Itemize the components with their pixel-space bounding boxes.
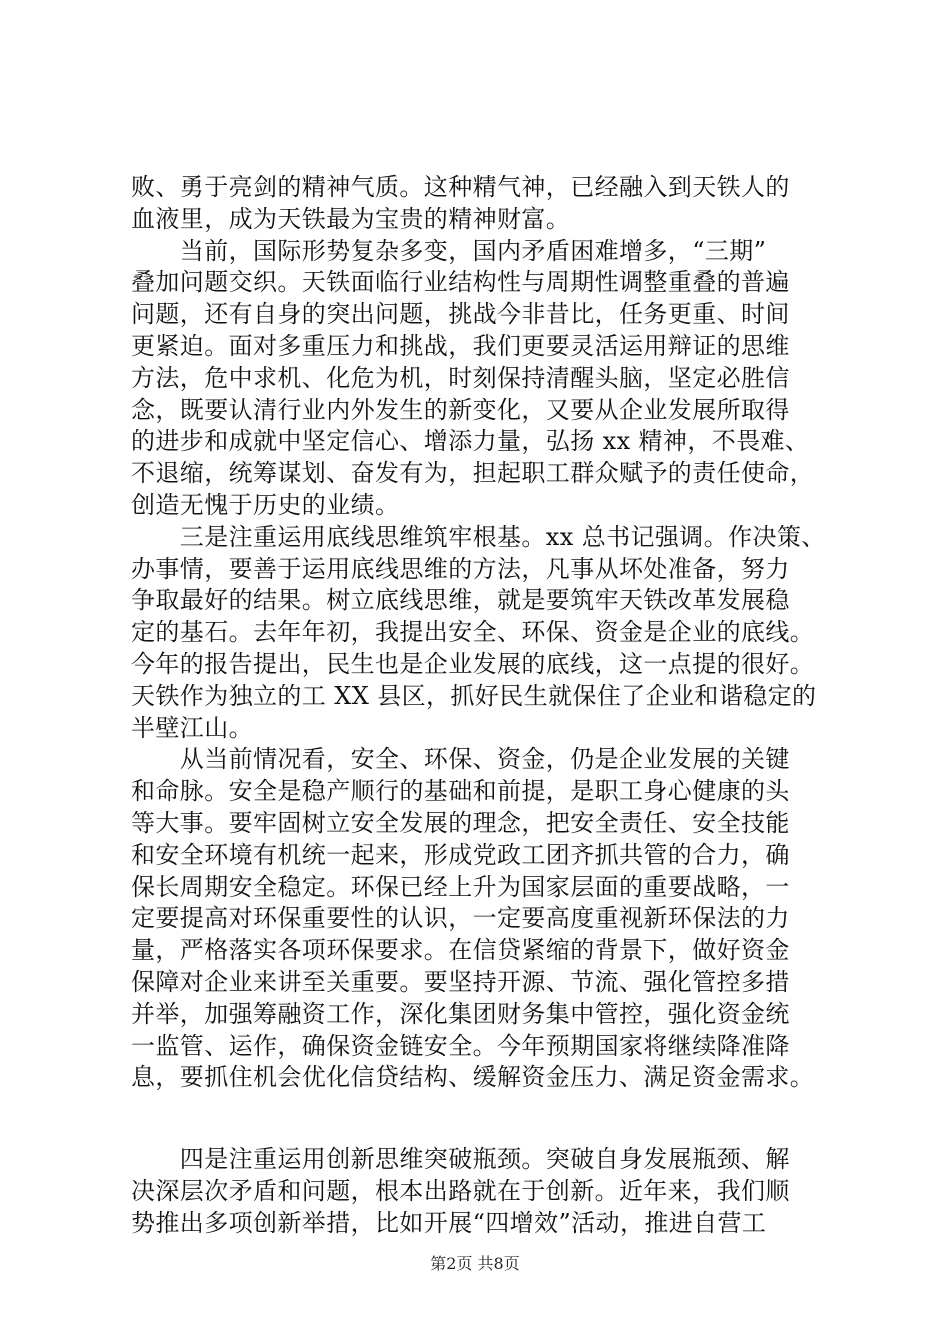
text-line: 息，要抓住机会优化信贷结构、缓解资金压力、满足资金需求。 [131, 1063, 815, 1092]
text-line: 问题，还有自身的突出问题，挑战今非昔比，任务更重、时间 [131, 300, 790, 329]
text-line: 方法，危中求机、化危为机，时刻保持清醒头脑，坚定必胜信 [131, 363, 790, 392]
document-body [131, 172, 843, 1240]
text-line: 等大事。要牢固树立安全发展的理念，把安全责任、安全技能 [131, 808, 790, 837]
text-line: 定要提高对环保重要性的认识，一定要高度重视新环保法的力 [131, 904, 790, 933]
paragraph-gap [131, 1094, 843, 1144]
text-block-1 [131, 172, 843, 1094]
text-line: 不退缩，统筹谋划、奋发有为，担起职工群众赋予的责任使命， [131, 459, 815, 488]
page-number-footer: 第2页 共8页 [430, 1254, 520, 1273]
text-line: 量，严格落实各项环保要求。在信贷紧缩的背景下，做好资金 [131, 936, 790, 965]
text-line: 更紧迫。面对多重压力和挑战，我们更要灵活运用辩证的思维 [131, 331, 790, 360]
text-line: 叠加问题交织。天铁面临行业结构性与周期性调整重叠的普遍 [131, 268, 790, 297]
text-line: 四是注重运用创新思维突破瓶颈。突破自身发展瓶颈、解 [131, 1145, 790, 1174]
text-line: 并举，加强筹融资工作，深化集团财务集中管控，强化资金统 [131, 999, 790, 1028]
text-line: 保障对企业来讲至关重要。要坚持开源、节流、强化管控多措 [131, 967, 790, 996]
text-line: 三是注重运用底线思维筑牢根基。xx 总书记强调。作决策、 [131, 522, 826, 551]
text-block-2 [131, 1144, 843, 1239]
text-line: 的进步和成就中坚定信心、增添力量，弘扬 xx 精神，不畏难、 [131, 427, 810, 456]
text-line: 决深层次矛盾和问题，根本出路就在于创新。近年来，我们顺 [131, 1176, 790, 1205]
text-line: 和安全环境有机统一起来，形成党政工团齐抓共管的合力，确 [131, 840, 790, 869]
text-line: 血液里，成为天铁最为宝贵的精神财富。 [131, 204, 571, 233]
text-line: 保长周期安全稳定。环保已经上升为国家层面的重要战略，一 [131, 872, 790, 901]
text-line: 当前，国际形势复杂多变，国内矛盾困难增多，“三期” [131, 236, 767, 265]
text-line: 创造无愧于历史的业绩。 [131, 490, 400, 519]
text-line: 从当前情况看，安全、环保、资金，仍是企业发展的关键 [131, 745, 790, 774]
text-line: 天铁作为独立的工 XX 县区，抓好民生就保住了企业和谐稳定的 [131, 681, 817, 710]
text-line: 败、勇于亮剑的精神气质。这种精气神，已经融入到天铁人的 [131, 173, 790, 201]
text-line: 今年的报告提出，民生也是企业发展的底线，这一点提的很好。 [131, 649, 815, 678]
text-line: 一监管、运作，确保资金链安全。今年预期国家将继续降准降 [131, 1031, 790, 1060]
text-line: 定的基石。去年年初，我提出安全、环保、资金是企业的底线。 [131, 618, 815, 647]
text-line: 念，既要认清行业内外发生的新变化，又要从企业发展所取得 [131, 395, 790, 424]
text-line: 办事情，要善于运用底线思维的方法，凡事从坏处准备，努力 [131, 554, 790, 583]
text-line: 争取最好的结果。树立底线思维，就是要筑牢天铁改革发展稳 [131, 586, 790, 615]
text-line: 和命脉。安全是稳产顺行的基础和前提，是职工身心健康的头 [131, 777, 790, 806]
text-line: 势推出多项创新举措，比如开展“四增效”活动，推进自营工 [131, 1208, 767, 1237]
text-line: 半壁江山。 [131, 713, 253, 742]
